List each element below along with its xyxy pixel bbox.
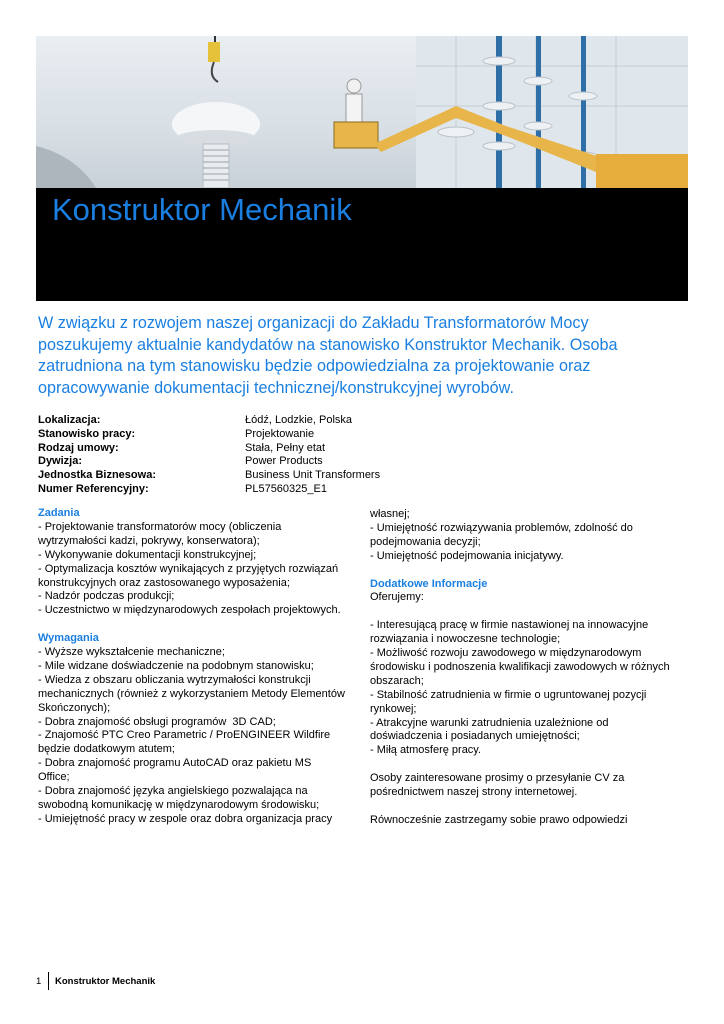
detail-row-division bbox=[38, 455, 678, 469]
list-item: rynkowej; bbox=[370, 702, 417, 715]
detail-row-contract bbox=[38, 442, 678, 456]
page-number: 1 bbox=[36, 975, 42, 987]
industrial-photo-illustration bbox=[36, 36, 688, 188]
closing-text: Osoby zainteresowane prosimy o przesyłanie CV za bbox=[370, 772, 625, 785]
detail-value: Power Products bbox=[245, 455, 323, 468]
list-item: swobodną komunikację w międzynarodowym środowisku; bbox=[38, 799, 320, 812]
list-item: - Projektowanie transformatorów mocy (obliczenia bbox=[38, 520, 282, 533]
list-item: Office; bbox=[38, 771, 70, 784]
list-item: mechanicznych (również z wykorzystaniem Metody Elementów bbox=[38, 687, 345, 700]
job-details bbox=[38, 414, 678, 497]
detail-row-position bbox=[38, 428, 678, 442]
list-item: - Dobra znajomość języka angielskiego pozwalająca na bbox=[38, 785, 308, 798]
list-item: - Mile widzane doświadczenie na podobnym stanowisku; bbox=[38, 659, 314, 672]
list-item: - Miłą atmosferę pracy. bbox=[370, 744, 482, 757]
list-item: będzie dodatkowym atutem; bbox=[38, 743, 175, 756]
list-item: - Znajomość PTC Creo Parametric / ProENGINEER Wildfire bbox=[38, 729, 331, 742]
right-column bbox=[370, 508, 680, 828]
detail-row-reference bbox=[38, 483, 678, 497]
detail-value: Stała, Pełny etat bbox=[245, 441, 326, 454]
intro-paragraph: W związku z rozwojem naszej organizacji do Zakładu Transformatorów Mocy poszukujemy aktualnie kandydatów na stanowisko Konstruktor Mechanik. Osoba zatrudniona na tym stanowisku będzie odpowiedzialna za projektowanie oraz opracowywanie dokumentacji technicznej/konstrukcyjnej wyrobów. bbox=[38, 314, 618, 397]
list-item: podejmowania decyzji; bbox=[370, 535, 481, 548]
detail-value: PL57560325_E1 bbox=[245, 482, 327, 495]
header-photo bbox=[36, 36, 688, 188]
list-item: - Uczestnictwo w międzynarodowych zespołach projektowych. bbox=[38, 604, 341, 617]
detail-value: Projektowanie bbox=[245, 427, 315, 440]
detail-label: Dywizja: bbox=[38, 455, 83, 468]
list-item: - Stabilność zatrudnienia w firmie o ugruntowanej pozycji bbox=[370, 688, 647, 701]
list-item: - Umiejętność podejmowania inicjatywy. bbox=[370, 549, 564, 562]
title-bar bbox=[36, 188, 688, 301]
list-item: - Wykonywanie dokumentacji konstrukcyjnej; bbox=[38, 548, 257, 561]
section-title-zadania: Zadania bbox=[38, 507, 80, 519]
list-item: obszarach; bbox=[370, 674, 424, 687]
footer-divider bbox=[48, 972, 49, 990]
list-item: konstrukcyjnych oraz zastosowanego wyposażenia; bbox=[38, 576, 290, 589]
list-item: wytrzymałości kadzi, pokrywy, konserwatora); bbox=[38, 534, 260, 547]
list-item: środowisku i podnoszenia kwalifikacji zawodowych w różnych bbox=[370, 660, 670, 673]
detail-label: Rodzaj umowy: bbox=[38, 441, 119, 454]
list-item: własnej; bbox=[370, 508, 410, 520]
left-column bbox=[38, 507, 348, 827]
list-item: - Optymalizacja kosztów wynikających z przyjętych rozwiązań bbox=[38, 562, 339, 575]
list-item: - Dobra znajomość obsługi programów 3D CAD; bbox=[38, 715, 276, 728]
list-item: - Nadzór podczas produkcji; bbox=[38, 590, 175, 603]
closing-text: pośrednictwem naszej strony internetowej. bbox=[370, 786, 578, 799]
page-footer bbox=[36, 972, 155, 990]
list-item: - Atrakcyjne warunki zatrudnienia uzależnione od bbox=[370, 716, 609, 729]
closing-text: Równocześnie zastrzegamy sobie prawo odpowiedzi bbox=[370, 813, 628, 826]
detail-label: Stanowisko pracy: bbox=[38, 427, 136, 440]
footer-title: Konstruktor Mechanik bbox=[55, 975, 156, 987]
section-title-wymagania: Wymagania bbox=[38, 632, 99, 645]
list-item: - Wiedza z obszaru obliczania wytrzymałości konstrukcji bbox=[38, 673, 311, 686]
page-title: Konstruktor Mechanik bbox=[52, 192, 352, 227]
detail-value: Business Unit Transformers bbox=[245, 469, 381, 482]
detail-row-location bbox=[38, 414, 678, 428]
list-item: doświadczenia i posiadanych umiejętności; bbox=[370, 730, 580, 743]
detail-row-business-unit bbox=[38, 469, 678, 483]
list-item: - Wyższe wykształcenie mechaniczne; bbox=[38, 646, 225, 659]
list-item: - Dobra znajomość programu AutoCAD oraz pakietu MS bbox=[38, 757, 312, 770]
offer-intro: Oferujemy: bbox=[370, 591, 424, 604]
detail-label: Numer Referencyjny: bbox=[38, 482, 149, 495]
detail-label: Lokalizacja: bbox=[38, 414, 101, 426]
section-title-dodatkowe: Dodatkowe Informacje bbox=[370, 577, 488, 590]
list-item: Skończonych); bbox=[38, 701, 111, 714]
list-item: - Umiejętność pracy w zespole oraz dobra organizacja pracy bbox=[38, 812, 333, 825]
list-item: - Interesującą pracę w firmie nastawionej na innowacyjne bbox=[370, 619, 649, 632]
list-item: rozwiązania i nowoczesne technologie; bbox=[370, 633, 561, 646]
detail-value: Łódź, Lodzkie, Polska bbox=[245, 414, 353, 426]
list-item: - Możliwość rozwoju zawodowego w międzynarodowym bbox=[370, 647, 642, 660]
list-item: - Umiejętność rozwiązywania problemów, zdolność do bbox=[370, 521, 633, 534]
detail-label: Jednostka Biznesowa: bbox=[38, 469, 156, 482]
